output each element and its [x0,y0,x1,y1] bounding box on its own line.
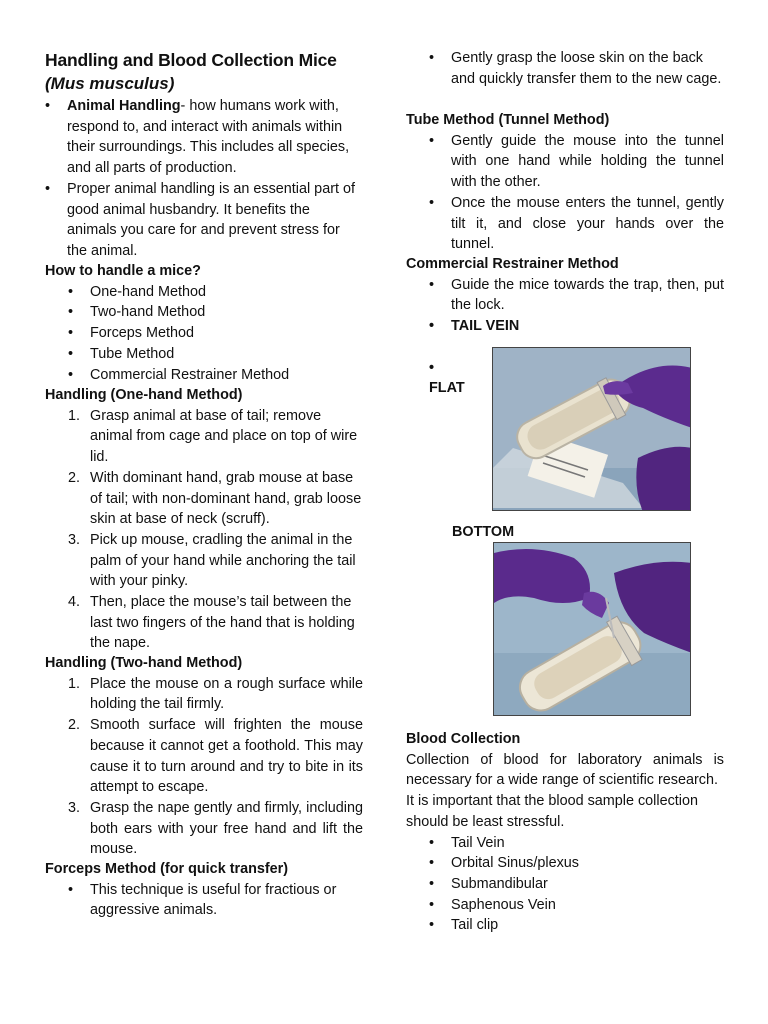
step-number: 2. [68,717,81,734]
list-item [68,365,363,386]
how-to-heading: How to handle a mice? [45,263,201,279]
two-hand-heading: Handling (Two-hand Method) [45,655,243,671]
step-text: Grasp the nape gently and firmly, including both ears with your free hand and lift the mouse. [90,799,363,858]
step-number: 3. [68,531,81,548]
step-item [68,798,363,860]
restrainer-bottom-illustration [494,543,691,716]
list-item-text: Tail clip [451,917,499,934]
bullet-icon: • [45,98,51,114]
step-number: 4. [68,594,81,611]
bottom-label: BOTTOM [452,524,515,540]
list-item-text: Submandibular [451,875,548,892]
list-item [429,48,724,89]
intro-text: - how humans work with, respond to, and interact with animals within their surroundings. This includes all species, and all parts of production. [67,98,350,177]
blood-paragraph-1: Collection of blood for laboratory animals is necessary for a wide range of scientific research. [406,751,724,789]
step-item [68,674,363,715]
one-hand-heading: Handling (One-hand Method) [45,387,243,403]
bullet-icon: • [68,345,74,362]
list-item-text: Guide the mice towards the trap, then, put the lock. [451,276,724,314]
step-number: 1. [68,407,81,424]
step-text: Pick up mouse, cradling the animal in the palm of your hand while anchoring the tail with your pinky. [90,531,356,590]
list-item [68,302,363,323]
bullet-icon: • [429,194,435,211]
bullet-icon: • [429,318,435,335]
list-item [68,323,363,344]
two-hand-section [45,653,363,860]
document-title: Handling and Blood Collection Mice [45,50,337,70]
tube-section [406,110,724,255]
list-item-text: Saphenous Vein [451,896,556,913]
tail-vein-label: TAIL VEIN [451,318,520,335]
bullet-icon: • [68,881,74,898]
bullet-icon: • [429,834,435,851]
intro-text: Proper animal handling is an essential part of good animal husbandry. It benefits the animals you care for and prevent stress for the animal. [67,180,355,259]
bullet-icon: • [68,283,74,300]
flat-label: FLAT [429,380,465,396]
intro-bullet [45,179,363,262]
step-item [68,406,363,468]
restrainer-flat-illustration [493,348,691,511]
how-to-section [45,261,363,385]
forceps-continued [406,48,724,89]
list-item [429,131,724,193]
intro-section [45,96,363,262]
blood-heading: Blood Collection [406,731,521,747]
bullet-icon: • [429,360,435,376]
list-item [68,880,363,921]
step-text: With dominant hand, grab mouse at base of tail; with non-dominant hand, grab loose skin at base of neck (scruff). [90,469,362,528]
bullet-icon: • [68,304,74,321]
bullet-icon: • [68,366,74,383]
bullet-icon: • [429,896,435,913]
list-item-text: Tube Method [90,345,175,362]
intro-term: Animal Handling [67,98,181,114]
step-number: 2. [68,469,81,486]
list-item [429,915,724,936]
step-item [68,530,363,592]
list-item [429,833,724,854]
list-item [68,282,363,303]
list-item-text: Gently guide the mouse into the tunnel with one hand while holding the tunnel with the other. [451,132,724,191]
list-item-text: Two-hand Method [90,304,206,321]
step-text: Grasp animal at base of tail; remove animal from cage and place on top of wire lid. [90,407,358,466]
list-item [429,853,724,874]
restrainer-heading: Commercial Restrainer Method [406,256,619,272]
document-subtitle: (Mus musculus) [45,74,175,93]
list-item-text: Forceps Method [90,325,194,342]
tube-heading: Tube Method (Tunnel Method) [406,112,610,128]
step-item [68,715,363,798]
step-item [68,592,363,654]
blood-section [406,729,724,936]
step-text: Smooth surface will frighten the mouse because it cannot get a foothold. This may cause it to turn around and try to bite in its attempt to escape. [90,717,363,796]
list-item-text: Orbital Sinus/plexus [451,855,579,872]
bullet-icon: • [429,132,435,149]
list-item-text: This technique is useful for fractious or aggressive animals. [90,881,337,919]
restrainer-section [406,254,724,337]
list-item-text: Commercial Restrainer Method [90,366,290,383]
one-hand-section [45,385,363,654]
step-number: 1. [68,675,81,692]
bullet-icon: • [45,180,51,197]
bullet-icon: • [429,855,435,872]
list-item-text: Gently grasp the loose skin on the back and quickly transfer them to the new cage. [451,50,722,87]
restrainer-flat-photo [492,347,691,511]
list-item [429,275,724,316]
step-text: Place the mouse on a rough surface while holding the tail firmly. [90,675,363,713]
step-item [68,468,363,530]
blood-paragraph-2: It is important that the blood sample collection should be least stressful. [406,793,698,830]
list-item [429,895,724,916]
bullet-icon: • [429,917,435,934]
intro-bullet [45,96,363,179]
list-item [429,874,724,895]
list-item [429,316,724,337]
bullet-icon: • [429,50,435,66]
bullet-icon: • [68,325,74,342]
bullet-icon: • [429,875,435,892]
step-number: 3. [68,799,81,816]
step-text: Then, place the mouse’s tail between the last two fingers of the hand that is holding the nape. [90,594,355,652]
list-item-text: One-hand Method [90,283,207,300]
list-item [429,193,724,255]
list-item-text: Once the mouse enters the tunnel, gently tilt it, and close your hands over the tunnel. [451,194,724,253]
list-item [68,344,363,365]
list-item-text: Tail Vein [451,834,505,851]
bullet-icon: • [429,276,435,293]
forceps-heading: Forceps Method (for quick transfer) [45,861,289,877]
restrainer-bottom-photo [493,542,691,716]
forceps-section [45,859,363,921]
